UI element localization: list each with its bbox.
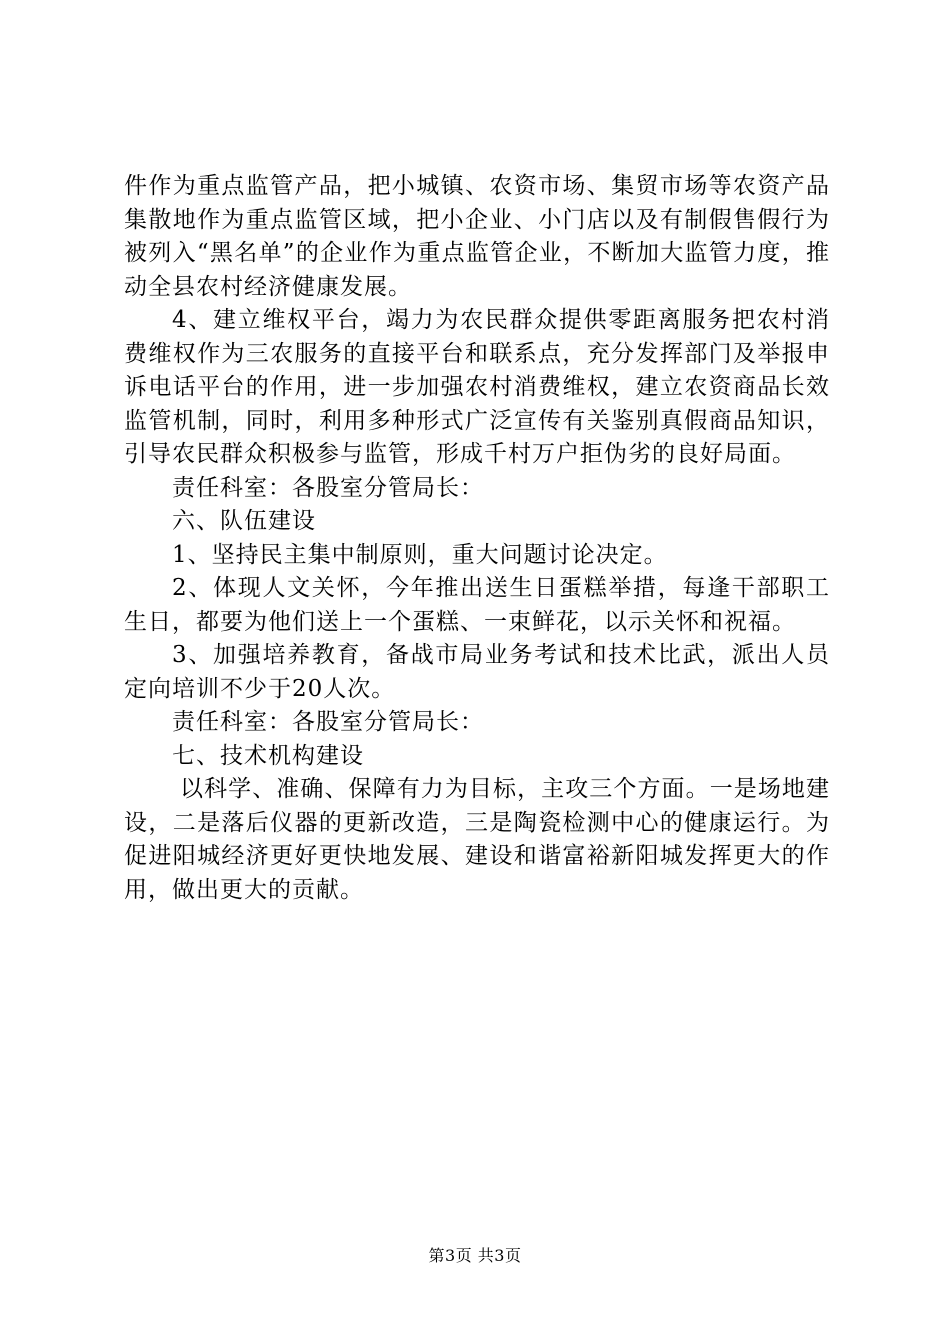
document-body bbox=[124, 170, 830, 907]
paragraph-tech-goals: 以科学、准确、保障有力为目标，主攻三个方面。一是场地建设，二是落后仪器的更新改造，三是陶瓷检测中心的健康运行。为促进阳城经济更好更快地发展、建设和谐富裕新阳城发挥更大的作用，做出更大的贡献。 bbox=[124, 776, 830, 903]
paragraph-item-3: 3、加强培养教育，备战市局业务考试和技术比武，派出人员定向培训不少于20人次。 bbox=[124, 642, 830, 702]
responsibility-line: 责任科室：各股室分管局长： bbox=[172, 474, 484, 501]
paragraph-item-4: 4、建立维权平台，竭力为农民群众提供零距离服务把农村消费维权作为三农服务的直接平台和联系点，充分发挥部门及举报申诉电话平台的作用，进一步加强农村消费维权，建立农资商品长效监管机制，同时，利用多种形式广泛宣传有关鉴别真假商品知识，引导农民群众积极参与监管，形成千村万户拒伪劣的良好局面。 bbox=[124, 307, 830, 467]
paragraph-continuation: 件作为重点监管产品，把小城镇、农资市场、集贸市场等农资产品集散地作为重点监管区域，把小企业、小门店以及有制假售假行为被列入“黑名单”的企业作为重点监管企业，不断加大监管力度，推动全县农村经济健康发展。 bbox=[124, 173, 830, 300]
responsibility-line: 责任科室：各股室分管局长： bbox=[172, 709, 484, 735]
page-footer: 第3页 共3页 bbox=[428, 1246, 522, 1265]
paragraph-item-2: 2、体现人文关怀，今年推出送生日蛋糕举措，每逢干部职工生日，都要为他们送上一个蛋糕、一束鲜花，以示关怀和祝福。 bbox=[124, 575, 830, 635]
section-heading-tech: 七、技术机构建设 bbox=[172, 742, 364, 769]
section-heading-team: 六、队伍建设 bbox=[172, 508, 316, 534]
paragraph-item-1: 1、坚持民主集中制原则，重大问题讨论决定。 bbox=[172, 541, 668, 568]
